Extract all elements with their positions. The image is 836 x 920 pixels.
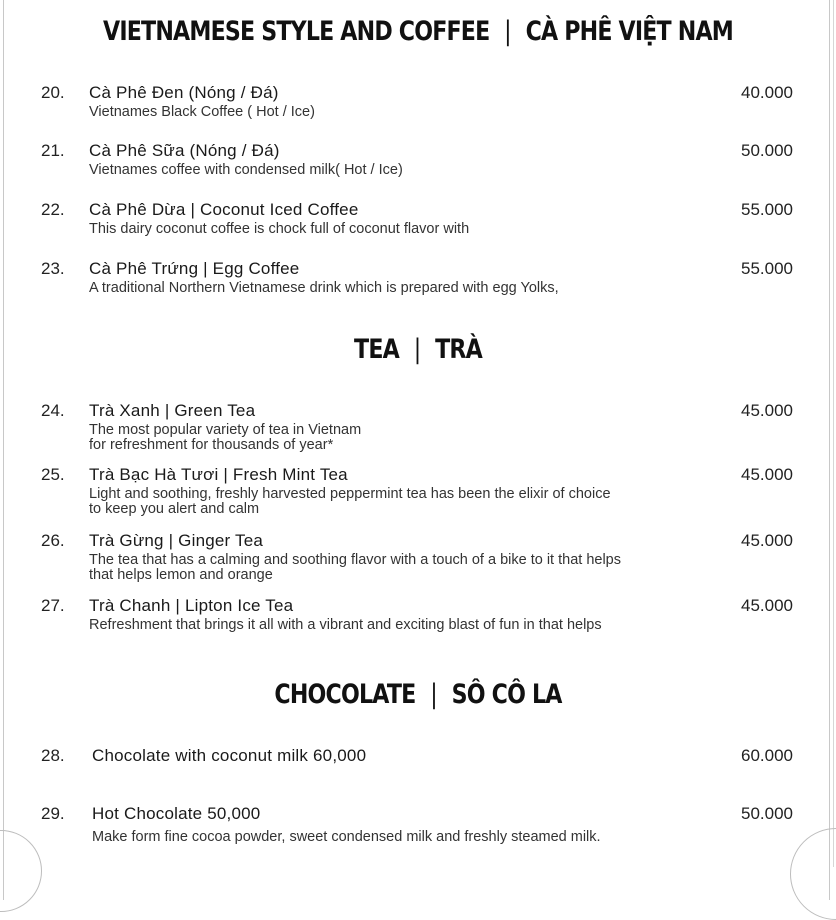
item-price: 60.000 <box>741 746 793 765</box>
section-title-separator: | <box>413 334 421 365</box>
item-description-line: Refreshment that brings it all with a vibrant and exciting blast of fun in that helps <box>89 617 602 633</box>
section-title-tea <box>75 334 761 365</box>
item-number: 29. <box>41 804 65 823</box>
section-title-left: CHOCOLATE <box>274 679 416 710</box>
item-description-line: that helps lemon and orange <box>89 567 273 583</box>
item-description-line: for refreshment for thousands of year* <box>89 437 334 453</box>
item-number: 24. <box>41 401 65 420</box>
item-description <box>89 222 729 237</box>
item-description <box>89 281 729 296</box>
item-price: 55.000 <box>741 259 793 278</box>
item-name: Cà Phê Trứng | Egg Coffee <box>89 259 300 278</box>
item-price: 50.000 <box>741 804 793 823</box>
section-title-right: SÔ CÔ LA <box>451 679 562 710</box>
item-price: 45.000 <box>741 531 793 550</box>
item-description-line: Make form fine cocoa powder, sweet condensed milk and freshly steamed milk. <box>92 829 601 845</box>
section-title-left: TEA <box>354 334 399 365</box>
section-title-chocolate <box>75 679 761 710</box>
section-title-right: TRÀ <box>435 334 482 365</box>
item-price: 45.000 <box>741 401 793 420</box>
item-name: Trà Gừng | Ginger Tea <box>89 531 264 550</box>
item-name: Trà Chanh | Lipton Ice Tea <box>89 596 294 615</box>
item-name: Hot Chocolate 50,000 <box>92 804 261 823</box>
item-name: Cà Phê Đen (Nóng / Đá) <box>89 83 279 102</box>
item-description <box>89 105 729 120</box>
item-number: 20. <box>41 83 65 102</box>
item-number: 28. <box>41 746 65 765</box>
item-name: Trà Xanh | Green Tea <box>89 401 256 420</box>
item-description-line: The tea that has a calming and soothing flavor with a touch of a bike to it that helps <box>89 552 621 568</box>
section-title-separator: | <box>504 16 511 47</box>
item-description-line: The most popular variety of tea in Vietnam <box>89 422 362 438</box>
item-description-line: Vietnames coffee with condensed milk( Hot / Ice) <box>89 162 403 178</box>
item-number: 21. <box>41 141 65 160</box>
item-description-line: A traditional Northern Vietnamese drink which is prepared with egg Yolks, <box>89 280 559 296</box>
item-description-line: Light and soothing, freshly harvested peppermint tea has been the elixir of choice <box>89 486 611 502</box>
item-price: 45.000 <box>741 596 793 615</box>
item-description <box>92 830 732 845</box>
item-number: 26. <box>41 531 65 550</box>
item-price: 50.000 <box>741 141 793 160</box>
item-number: 25. <box>41 465 65 484</box>
item-description-line: This dairy coconut coffee is chock full of coconut flavor with <box>89 221 470 237</box>
section-title-separator: | <box>430 679 437 710</box>
item-description <box>89 618 729 633</box>
page-edge-line <box>833 0 834 867</box>
item-name: Chocolate with coconut milk 60,000 <box>92 746 367 765</box>
item-price: 55.000 <box>741 200 793 219</box>
item-description <box>89 423 729 453</box>
item-number: 23. <box>41 259 65 278</box>
item-description-line: to keep you alert and calm <box>89 501 260 517</box>
section-title-right: CÀ PHÊ VIỆT NAM <box>525 16 733 47</box>
item-number: 22. <box>41 200 65 219</box>
section-title-coffee <box>75 16 761 47</box>
item-name: Cà Phê Dừa | Coconut Iced Coffee <box>89 200 359 219</box>
item-number: 27. <box>41 596 65 615</box>
item-description-line: Vietnames Black Coffee ( Hot / Ice) <box>89 104 315 120</box>
item-name: Cà Phê Sữa (Nóng / Đá) <box>89 141 280 160</box>
item-name: Trà Bạc Hà Tươi | Fresh Mint Tea <box>89 465 348 484</box>
item-price: 45.000 <box>741 465 793 484</box>
item-description <box>89 553 729 583</box>
section-title-left: VIETNAMESE STYLE AND COFFEE <box>103 16 490 47</box>
item-price: 40.000 <box>741 83 793 102</box>
item-description <box>89 163 729 178</box>
item-description <box>89 487 729 517</box>
